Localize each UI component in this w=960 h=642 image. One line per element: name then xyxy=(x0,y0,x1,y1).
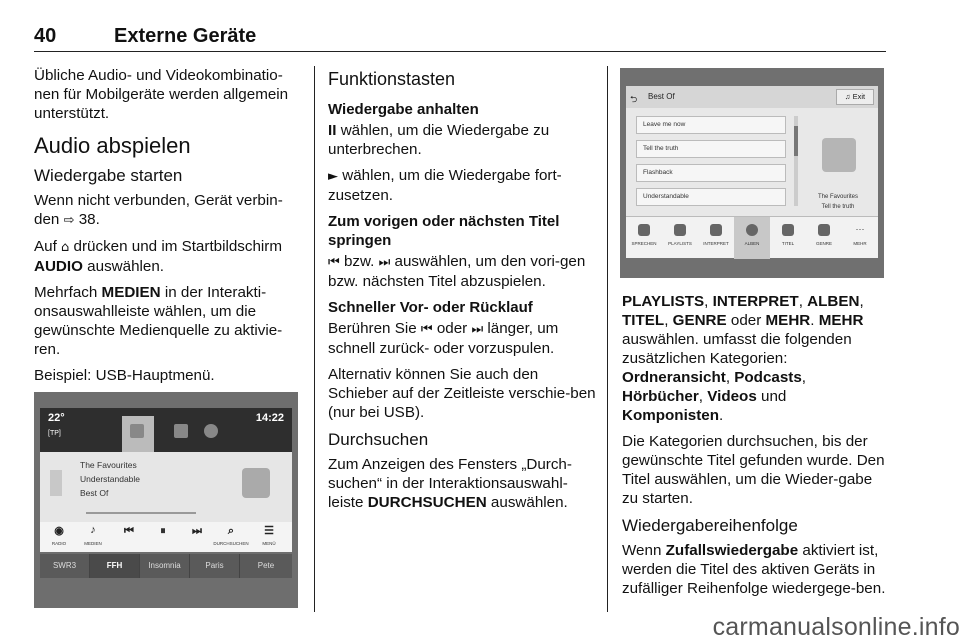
paragraph-browse: Zum Anzeigen des Fensters „Durch-suchen“ in der Interaktionsauswahl-leiste DURCHSUCHEN auswählen. xyxy=(328,456,572,511)
exit-button[interactable]: ♫ Exit xyxy=(836,89,874,105)
pause-icon: II xyxy=(328,122,337,139)
control-label: MEDIEN xyxy=(84,541,102,546)
device-icon xyxy=(174,424,188,438)
paragraph-pause: II wählen, um die Wiedergabe zu unterbrechen. xyxy=(328,122,550,158)
album-line: Best Of xyxy=(80,488,109,498)
list-item[interactable]: Leave me now xyxy=(636,116,786,134)
track-list xyxy=(636,116,786,212)
list-item[interactable]: Tell the truth xyxy=(636,140,786,158)
pause-button[interactable]: ⏸ xyxy=(160,524,166,537)
column-3 xyxy=(622,292,890,605)
heading-browse: Durchsuchen xyxy=(328,430,429,449)
info-tab[interactable] xyxy=(196,416,226,446)
paragraph-slider: Alternativ können Sie auch den Schieber auf der Zeitleiste verschie-ben (nur bei USB). xyxy=(328,366,596,421)
temperature: 22° xyxy=(48,412,65,424)
list-item[interactable]: Understandable xyxy=(636,188,786,206)
back-icon[interactable]: ⮌ xyxy=(630,95,638,105)
paragraph-categories: PLAYLISTS, INTERPRET, ALBEN, TITEL, GENRE oder MEHR. MEHR auswählen. umfasst die folgenden zusätzlichen Kategorien: Ordneransicht, Podcasts, Hörbücher, Videos und Komponisten. xyxy=(622,293,864,424)
clock: 14:22 xyxy=(255,412,284,424)
category-artist[interactable]: INTERPRET xyxy=(698,217,734,259)
home-icon: ⌂ xyxy=(61,240,70,255)
now-playing-info xyxy=(798,192,878,212)
next-track-button[interactable]: ⏭ xyxy=(192,524,202,537)
tp-indicator: [TP] xyxy=(48,430,61,437)
category-more[interactable]: ⋯ MEHR xyxy=(853,224,867,246)
watermark: carmanualsonline.info xyxy=(712,613,960,641)
album-art-icon xyxy=(242,468,270,498)
playlist-icon xyxy=(674,224,686,236)
paragraph-example: Beispiel: USB-Hauptmenü. xyxy=(34,367,215,384)
list-title: Best Of xyxy=(648,92,675,101)
station-button[interactable]: Pete xyxy=(257,561,275,570)
heading-order: Wiedergabereihenfolge xyxy=(622,516,798,535)
timeline-slider[interactable] xyxy=(86,512,196,514)
search-icon[interactable]: ⌕ xyxy=(227,524,235,537)
heading-function-keys: Funktionstasten xyxy=(328,69,456,89)
category-albums[interactable]: ALBEN xyxy=(734,217,770,259)
list-item[interactable]: Flashback xyxy=(636,164,786,182)
column-divider xyxy=(607,66,608,612)
column-1 xyxy=(34,66,302,392)
more-icon: ⋯ xyxy=(855,224,865,234)
status-bar xyxy=(40,408,292,452)
track-name: Tell the truth xyxy=(821,204,855,210)
category-bar xyxy=(626,216,878,258)
artist-name: The Favourites xyxy=(817,194,859,200)
paragraph-shuffle: Wenn Zufallswiedergabe aktiviert ist, werden die Titel des aktiven Geräts in zufälliger Reihenfolge wiedergege-ben. xyxy=(622,542,886,597)
usb-device-icon xyxy=(50,470,62,496)
title-bar xyxy=(626,86,878,108)
paragraph-fast: Berühren Sie ⏮ oder ⏭ länger, um schnell zurück- oder vorzuspulen. xyxy=(328,320,559,357)
station-button[interactable]: SWR3 xyxy=(40,554,90,578)
previous-icon: ⏮ xyxy=(420,322,433,337)
heading-pause: Wiedergabe anhalten xyxy=(328,101,479,118)
page-header xyxy=(34,22,886,52)
track-line: Understandable xyxy=(80,474,141,484)
music-tab[interactable] xyxy=(122,416,154,452)
intro-paragraph: Übliche Audio- und Videokombinatio-nen für Mobilgeräte werden allgemein unterstützt. xyxy=(34,67,289,122)
station-button[interactable]: FFH xyxy=(90,554,140,578)
browse-screenshot xyxy=(620,68,884,278)
voice-icon xyxy=(638,224,650,236)
heading-start: Wiedergabe starten xyxy=(34,166,183,185)
genre-icon xyxy=(818,224,830,236)
paragraph-connect: Wenn nicht verbunden, Gerät verbin-den ⇨ 38. xyxy=(34,192,283,228)
page-title: Externe Geräte xyxy=(114,25,257,47)
category-genre[interactable]: GENRE xyxy=(806,217,842,259)
scrollbar-thumb[interactable] xyxy=(794,126,798,156)
paragraph-browse-categories: Die Kategorien durchsuchen, bis der gewünschte Titel gefunden wurde. Den Titel auswählen, um die Wieder-gabe zu starten. xyxy=(622,433,885,507)
control-label: DURCHSUCHEN xyxy=(213,541,249,546)
artist-line: The Favourites xyxy=(80,460,137,470)
column-2 xyxy=(328,66,596,519)
device-tab[interactable] xyxy=(166,416,196,446)
title-icon xyxy=(782,224,794,236)
info-icon xyxy=(204,424,218,438)
station-button[interactable]: Paris xyxy=(190,554,240,578)
control-label: MENÜ xyxy=(262,541,276,546)
paragraph-medien: Mehrfach MEDIEN in der Interakti-onsauswahlleiste wählen, um die gewünschte Medienquelle zu aktivie-ren. xyxy=(34,284,283,358)
album-art-icon xyxy=(822,138,856,172)
next-icon: ⏭ xyxy=(471,322,484,337)
usb-main-menu-screenshot xyxy=(34,392,298,608)
menu-icon[interactable]: ☰ xyxy=(264,525,274,537)
play-icon: ► xyxy=(328,169,338,184)
now-playing xyxy=(40,452,292,522)
heading-audio: Audio abspielen xyxy=(34,133,191,158)
previous-icon: ⏮ xyxy=(328,255,340,270)
station-button[interactable]: Insomnia xyxy=(140,554,190,578)
column-divider xyxy=(314,66,315,612)
control-label: RADIO xyxy=(51,541,67,546)
category-speak[interactable]: SPRECHEN xyxy=(626,217,662,259)
heading-skip: Zum vorigen oder nächsten Titel springen xyxy=(328,213,560,249)
category-playlists[interactable]: PLAYLISTS xyxy=(662,217,698,259)
station-bar xyxy=(40,554,292,578)
paragraph-play: ► wählen, um die Wiedergabe fort-zusetzen. xyxy=(328,167,562,204)
album-icon xyxy=(746,224,758,236)
next-icon: ⏭ xyxy=(378,255,391,270)
control-bar xyxy=(40,522,292,552)
category-titles[interactable]: TITEL xyxy=(770,217,806,259)
artist-icon xyxy=(710,224,722,236)
page-number: 40 xyxy=(34,25,57,47)
page-ref-icon: ⇨ xyxy=(63,213,75,228)
music-note-icon: ♫ xyxy=(844,92,851,101)
previous-track-button[interactable]: ⏮ xyxy=(124,524,134,537)
radio-icon[interactable]: ◉ xyxy=(54,525,64,537)
heading-fast: Schneller Vor- oder Rücklauf xyxy=(328,299,533,316)
media-icon[interactable]: ♪ xyxy=(90,524,96,536)
music-icon xyxy=(130,424,144,438)
paragraph-skip: ⏮ bzw. ⏭ auswählen, um den vori-gen bzw. nächsten Titel abzuspielen. xyxy=(328,253,586,290)
paragraph-home: Auf ⌂ drücken und im Startbildschirm AUDIO auswählen. xyxy=(34,238,283,275)
browse-screen xyxy=(626,86,878,258)
